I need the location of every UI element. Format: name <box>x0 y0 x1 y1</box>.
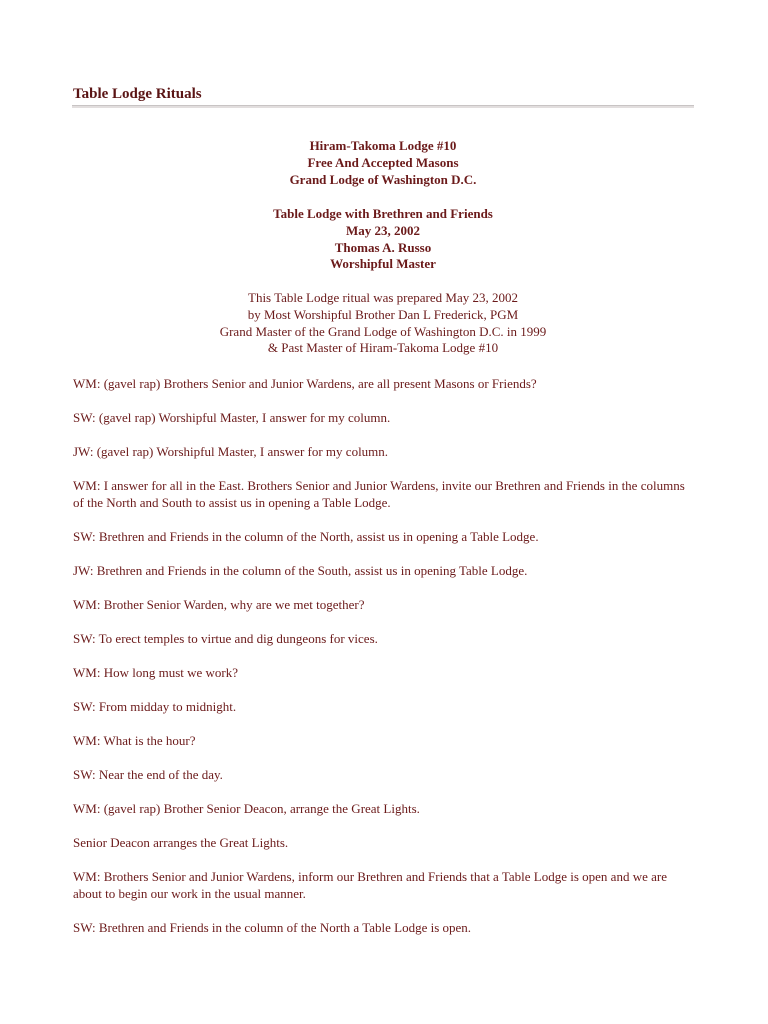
dialogue-line: SW: To erect temples to virtue and dig dungeons for vices. <box>73 631 378 646</box>
preface-block <box>72 290 694 357</box>
document-heading: Table Lodge Rituals <box>73 86 202 102</box>
lodge-affiliation: Free And Accepted Masons <box>307 154 459 170</box>
dialogue-line: SW: Brethren and Friends in the column of the North, assist us in opening a Table Lodge. <box>73 529 539 544</box>
preface-line: by Most Worshipful Brother Dan L Frederick, PGM <box>247 306 519 322</box>
dialogue-line: WM: (gavel rap) Brothers Senior and Junior Wardens, are all present Masons or Friends? <box>73 376 537 391</box>
lodge-title-block <box>72 138 694 188</box>
dialogue-line: JW: Brethren and Friends in the column of the South, assist us in opening Table Lodge. <box>73 563 528 578</box>
dialogue-line: SW: Near the end of the day. <box>73 767 223 782</box>
preface-line: & Past Master of Hiram-Takoma Lodge #10 <box>267 340 499 356</box>
ritual-dialogue <box>73 375 698 953</box>
dialogue-line: WM: I answer for all in the East. Brothers Senior and Junior Wardens, invite our Brethren and Friends in the columns of the North and South to assist us in opening a Table Lodge. <box>73 478 685 510</box>
heading-divider <box>72 105 694 108</box>
event-block <box>72 206 694 273</box>
master-name: Thomas A. Russo <box>334 239 432 255</box>
preface-line: This Table Lodge ritual was prepared May 23, 2002 <box>248 290 518 305</box>
dialogue-line: WM: Brother Senior Warden, why are we met together? <box>73 597 365 612</box>
dialogue-line: WM: Brothers Senior and Junior Wardens, inform our Brethren and Friends that a Table Lodge is open and we are about to begin our work in the usual manner. <box>73 869 667 901</box>
dialogue-line: SW: From midday to midnight. <box>73 699 237 714</box>
master-title: Worshipful Master <box>330 256 436 272</box>
dialogue-line: SW: (gavel rap) Worshipful Master, I answer for my column. <box>73 410 391 425</box>
dialogue-line: JW: (gavel rap) Worshipful Master, I answer for my column. <box>73 444 389 459</box>
dialogue-line: WM: (gavel rap) Brother Senior Deacon, arrange the Great Lights. <box>73 801 420 816</box>
lodge-name: Hiram-Takoma Lodge #10 <box>309 138 457 153</box>
grand-lodge: Grand Lodge of Washington D.C. <box>289 171 477 187</box>
dialogue-line: SW: Brethren and Friends in the column of the North a Table Lodge is open. <box>73 920 472 935</box>
dialogue-line: WM: What is the hour? <box>73 733 196 748</box>
stage-direction: Senior Deacon arranges the Great Lights. <box>73 835 289 850</box>
dialogue-line: WM: How long must we work? <box>73 665 239 680</box>
event-date: May 23, 2002 <box>345 222 421 238</box>
event-title: Table Lodge with Brethren and Friends <box>273 206 493 221</box>
preface-line: Grand Master of the Grand Lodge of Washington D.C. in 1999 <box>219 323 547 339</box>
